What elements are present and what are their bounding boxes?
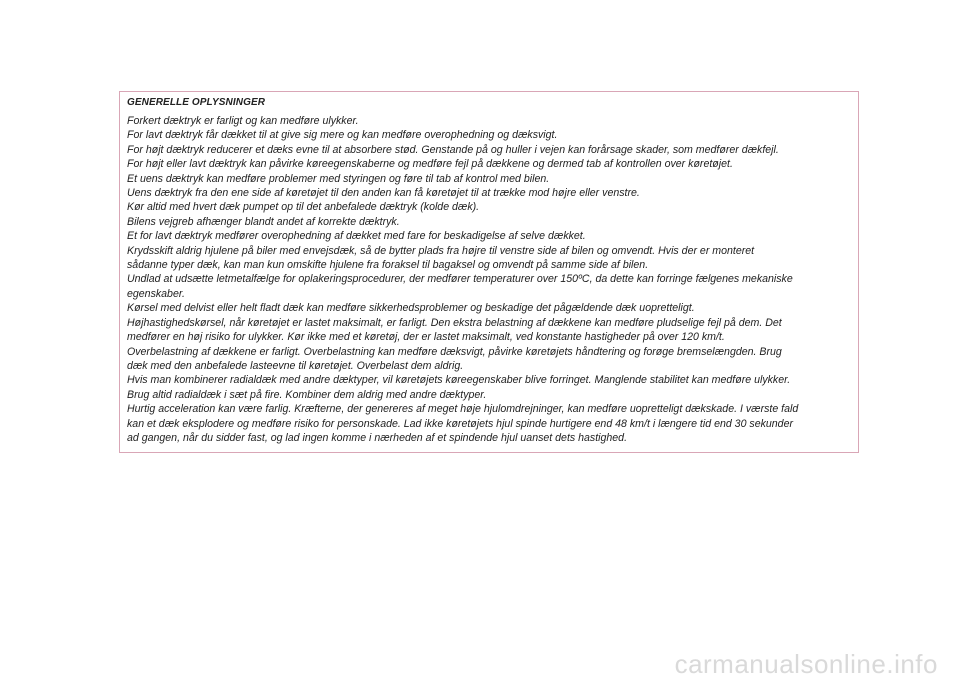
text-line: Højhastighedskørsel, når køretøjet er lastet maksimalt, er farligt. Den ekstra belastning af dækkene kan medføre pludselige fejl på dem. Det (127, 316, 782, 329)
watermark-text: carmanualsonline.info (674, 649, 938, 679)
text-line: Hvis man kombinerer radialdæk med andre dæktyper, vil køretøjets køreegenskaber blive forringet. Manglende stabilitet kan medføre ulykker. (127, 374, 791, 387)
text-line: Forkert dæktryk er farligt og kan medføre ulykker. (127, 115, 359, 127)
text-line: Et uens dæktryk kan medføre problemer med styringen og føre til tab af kontrol med bilen. (127, 172, 550, 185)
text-line: Et for lavt dæktryk medfører overophedning af dækket med fare for beskadigelse af selve dækket. (127, 230, 586, 243)
text-line: Brug altid radialdæk i sæt på fire. Kombiner dem aldrig med andre dæktyper. (127, 388, 487, 401)
text-line: egenskaber. (127, 287, 185, 300)
text-line: Uens dæktryk fra den ene side af køretøjet til den anden kan få køretøjet til at trække mod højre eller venstre. (127, 187, 640, 200)
text-line: For højt dæktryk reducerer et dæks evne til at absorbere stød. Genstande på og huller i vejen kan forårsage skader, som medfører dækfejl. (127, 143, 779, 156)
text-line: Undlad at udsætte letmetalfælge for oplakeringsprocedurer, der medfører temperaturer over 150ºC, da dette kan forringe fælgenes mekaniske (127, 273, 793, 286)
section-title: GENERELLE OPLYSNINGER (127, 97, 266, 108)
text-line: medfører en høj risiko for ulykker. Kør ikke med et køretøj, der er lastet maksimalt, ved konstante hastigheder på over 120 km/t. (127, 331, 725, 344)
general-information-box (119, 91, 859, 453)
text-line: For lavt dæktryk får dækket til at give sig mere og kan medføre overophedning og dæksvigt. (127, 129, 558, 142)
text-line: Bilens vejgreb afhænger blandt andet af korrekte dæktryk. (127, 215, 400, 228)
notice-body (127, 114, 858, 445)
text-line: ad gangen, når du sidder fast, og lad ingen komme i nærheden af et spindende hjul uanset dets hastighed. (127, 431, 628, 444)
text-line: Krydsskift aldrig hjulene på biler med envejsdæk, så de bytter plads fra højre til venstre side af bilen og omvendt. Hvis der er monteret (127, 244, 755, 257)
text-line: Overbelastning af dækkene er farligt. Overbelastning kan medføre dæksvigt, påvirke køretøjets håndtering og forøge bremselængden. Brug (127, 345, 782, 358)
text-line: sådanne typer dæk, kan man kun omskifte hjulene fra foraksel til bagaksel og omvendt på samme side af bilen. (127, 259, 649, 272)
text-line: For højt eller lavt dæktryk kan påvirke køreegenskaberne og medføre fejl på dækkene og dermed tab af kontrollen over køretøjet. (127, 158, 733, 171)
text-line: kan et dæk eksplodere og medføre risiko for personskade. Lad ikke køretøjets hjul spinde hurtigere end 48 km/t i længere tid end 30 sekunder (127, 417, 793, 430)
text-line: Kørsel med delvist eller helt fladt dæk kan medføre sikkerhedsproblemer og beskadige det pågældende dæk uopretteligt. (127, 302, 695, 315)
text-line: Hurtig acceleration kan være farlig. Kræfterne, der genereres af meget høje hjulomdrejninger, kan medføre uopretteligt dækskade. I værste fald (127, 403, 799, 416)
text-line: dæk med den anbefalede lasteevne til køretøjet. Overbelast dem aldrig. (127, 359, 464, 372)
text-line: Kør altid med hvert dæk pumpet op til det anbefalede dæktryk (kolde dæk). (127, 201, 480, 214)
